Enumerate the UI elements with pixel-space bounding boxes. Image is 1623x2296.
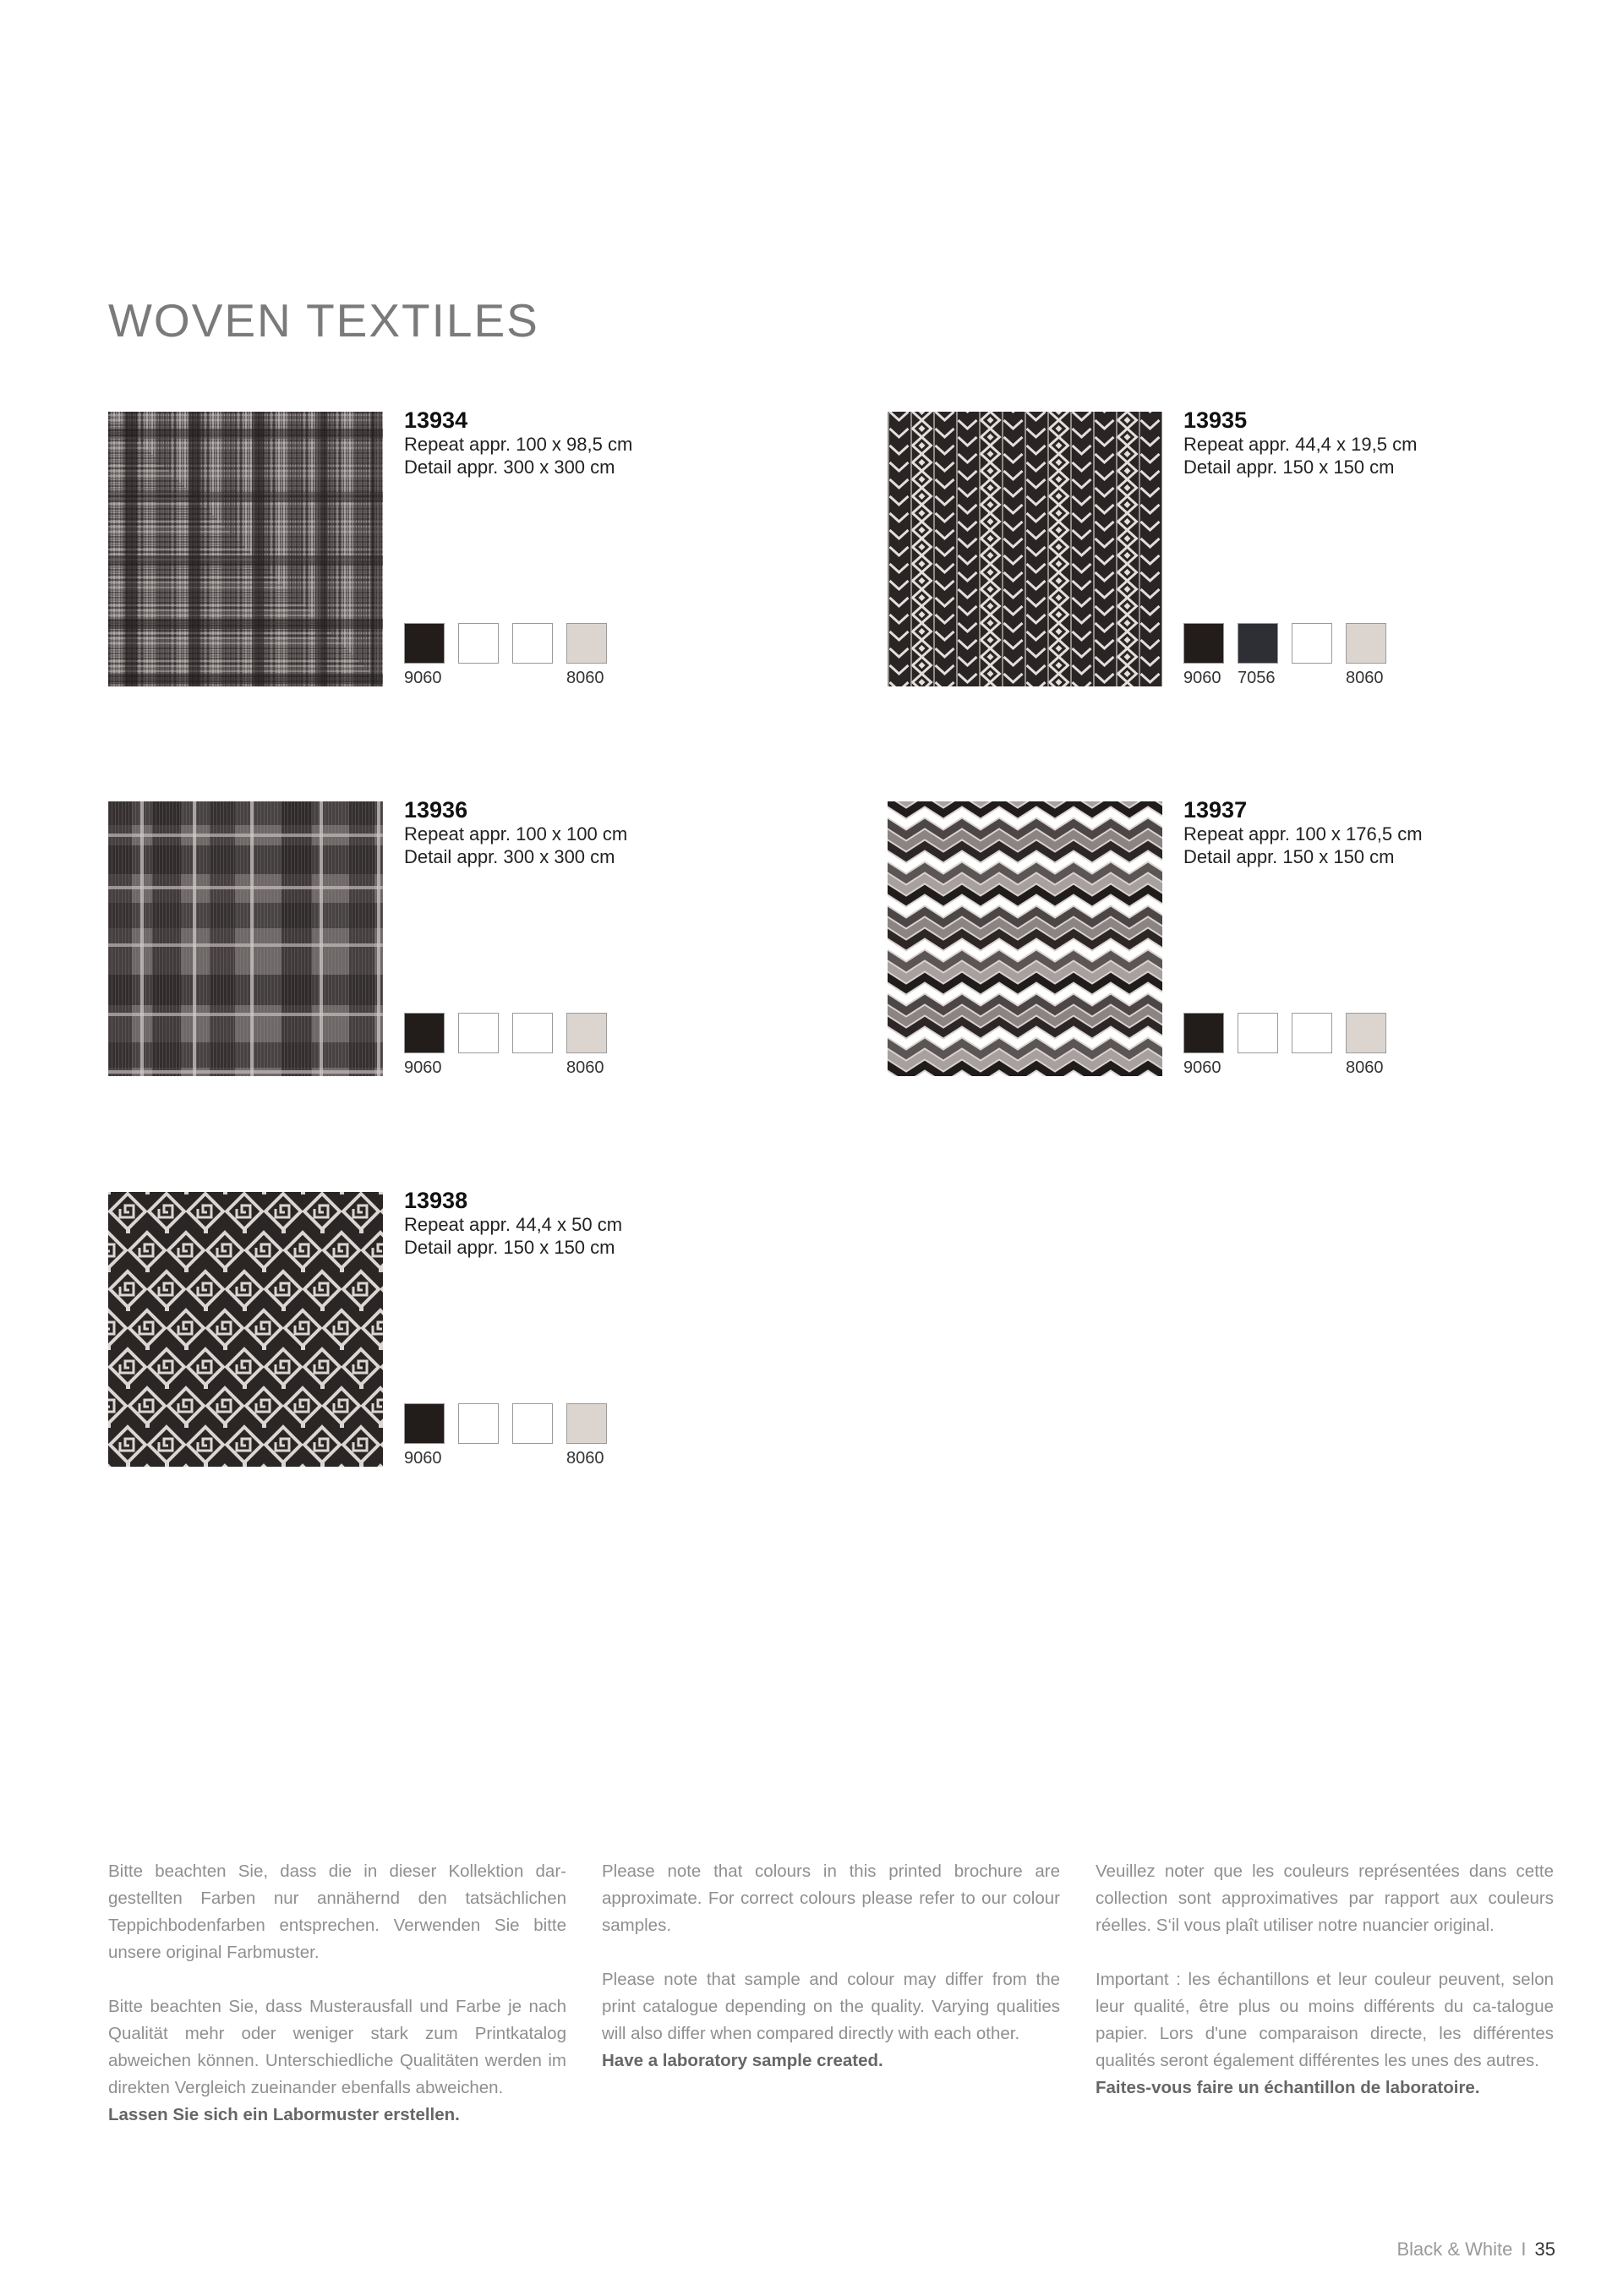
color-chip[interactable] bbox=[1183, 623, 1224, 664]
footer-separator: I bbox=[1521, 2239, 1527, 2260]
color-code: 8060 bbox=[566, 1449, 604, 1468]
color-chip[interactable] bbox=[1238, 1013, 1278, 1053]
notes-english bbox=[602, 1858, 1060, 2075]
color-options bbox=[1183, 1013, 1403, 1080]
color-chip[interactable] bbox=[566, 1403, 607, 1444]
color-chip[interactable] bbox=[512, 1013, 553, 1053]
product-info bbox=[404, 407, 725, 478]
color-code: 7056 bbox=[1238, 669, 1276, 687]
color-options bbox=[404, 1403, 624, 1471]
color-code: 8060 bbox=[1346, 669, 1384, 687]
product-code: 13936 bbox=[404, 797, 468, 823]
note-paragraph: Important : les échantillons et leur couleur peuvent, selon leur qualité, être plus ou moins différents du ca-talogue papier. Lors d'une comparaison directe, les différentes qualités seront également différentes les unes des autres. bbox=[1096, 1970, 1554, 2070]
note-paragraph: Please note that colours in this printed brochure are approximate. For correct colours please refer to our colour samples. bbox=[602, 1861, 1060, 1935]
page-number: 35 bbox=[1534, 2239, 1555, 2260]
notes-german bbox=[108, 1858, 566, 2129]
note-paragraph: Bitte beachten Sie, dass die in dieser Kollektion dar-gestellten Farben nur annähernd den tatsächlichen Teppichbodenfarben entsprechen. Verwenden Sie bitte unsere original Farbmuster. bbox=[108, 1861, 566, 1962]
product-info bbox=[404, 797, 725, 868]
note-callout: Faites-vous faire un échantillon de laboratoire. bbox=[1096, 2078, 1480, 2097]
note-callout: Lassen Sie sich ein Labormuster erstellen. bbox=[108, 2105, 460, 2124]
pattern-image[interactable] bbox=[888, 412, 1162, 686]
product-code: 13938 bbox=[404, 1188, 468, 1213]
note-callout: Have a laboratory sample created. bbox=[602, 2051, 883, 2070]
detail-size: Detail appr. 150 x 150 cm bbox=[404, 1237, 615, 1258]
note-paragraph: Please note that sample and colour may differ from the print catalogue depending on the quality. Varying qualities will also differ when compared directly with each other. bbox=[602, 1970, 1060, 2043]
color-chip[interactable] bbox=[512, 1403, 553, 1444]
color-code: 9060 bbox=[404, 669, 442, 687]
detail-size: Detail appr. 300 x 300 cm bbox=[404, 456, 615, 478]
detail-size: Detail appr. 300 x 300 cm bbox=[404, 846, 615, 867]
color-code: 9060 bbox=[1183, 1058, 1221, 1077]
product-info bbox=[1183, 407, 1505, 478]
color-chip[interactable] bbox=[1292, 1013, 1332, 1053]
color-chip[interactable] bbox=[404, 1013, 445, 1053]
product-code: 13935 bbox=[1183, 407, 1248, 433]
collection-name: Black & White bbox=[1396, 2239, 1513, 2260]
color-chip[interactable] bbox=[1292, 623, 1332, 664]
pattern-image[interactable] bbox=[108, 801, 383, 1076]
color-code: 9060 bbox=[404, 1449, 442, 1468]
page-title: WOVEN TEXTILES bbox=[108, 294, 539, 347]
color-chip[interactable] bbox=[458, 1403, 499, 1444]
color-code: 9060 bbox=[1183, 669, 1221, 687]
color-chip[interactable] bbox=[404, 623, 445, 664]
color-options bbox=[404, 623, 624, 691]
repeat-size: Repeat appr. 44,4 x 50 cm bbox=[404, 1214, 623, 1235]
color-options bbox=[404, 1013, 624, 1080]
detail-size: Detail appr. 150 x 150 cm bbox=[1183, 846, 1395, 867]
plaid-pattern bbox=[108, 412, 383, 686]
note-paragraph: Bitte beachten Sie, dass Musterausfall und Farbe je nach Qualität mehr oder weniger stark zum Printkatalog abweichen können. Unterschiedliche Qualitäten werden im direkten Vergleich zueinander ebenfalls abweichen. bbox=[108, 1997, 566, 2097]
pattern-image[interactable] bbox=[108, 412, 383, 686]
repeat-size: Repeat appr. 100 x 98,5 cm bbox=[404, 434, 633, 455]
page-footer bbox=[1396, 2239, 1555, 2260]
color-options bbox=[1183, 623, 1403, 691]
detail-size: Detail appr. 150 x 150 cm bbox=[1183, 456, 1395, 478]
product-code: 13934 bbox=[404, 407, 468, 433]
color-chip[interactable] bbox=[404, 1403, 445, 1444]
pattern-image[interactable] bbox=[888, 801, 1162, 1076]
color-chip[interactable] bbox=[566, 1013, 607, 1053]
product-info bbox=[404, 1188, 725, 1259]
color-chip[interactable] bbox=[458, 1013, 499, 1053]
zigzag-pattern bbox=[888, 801, 1162, 1076]
product-card bbox=[108, 407, 734, 691]
notes-french bbox=[1096, 1858, 1554, 2102]
note-paragraph: Veuillez noter que les couleurs représentées dans cette collection sont approximatives par rapport aux couleurs réelles. S‘il vous plaît utiliser notre nuancier original. bbox=[1096, 1861, 1554, 1935]
color-chip[interactable] bbox=[566, 623, 607, 664]
product-card bbox=[108, 797, 734, 1080]
color-chip[interactable] bbox=[1183, 1013, 1224, 1053]
repeat-size: Repeat appr. 100 x 100 cm bbox=[404, 823, 628, 845]
product-card bbox=[888, 797, 1513, 1080]
color-chip[interactable] bbox=[1346, 623, 1386, 664]
color-chip[interactable] bbox=[1238, 623, 1278, 664]
product-info bbox=[1183, 797, 1505, 868]
greek-key-pattern bbox=[108, 1192, 383, 1467]
diamond-pattern bbox=[888, 412, 1162, 686]
product-card bbox=[108, 1188, 734, 1471]
plaid-pattern bbox=[108, 801, 383, 1076]
color-code: 8060 bbox=[1346, 1058, 1384, 1077]
color-code: 8060 bbox=[566, 1058, 604, 1077]
color-code: 9060 bbox=[404, 1058, 442, 1077]
repeat-size: Repeat appr. 44,4 x 19,5 cm bbox=[1183, 434, 1418, 455]
repeat-size: Repeat appr. 100 x 176,5 cm bbox=[1183, 823, 1423, 845]
color-chip[interactable] bbox=[458, 623, 499, 664]
color-chip[interactable] bbox=[1346, 1013, 1386, 1053]
color-code: 8060 bbox=[566, 669, 604, 687]
pattern-image[interactable] bbox=[108, 1192, 383, 1467]
color-chip[interactable] bbox=[512, 623, 553, 664]
product-code: 13937 bbox=[1183, 797, 1248, 823]
product-card bbox=[888, 407, 1513, 691]
